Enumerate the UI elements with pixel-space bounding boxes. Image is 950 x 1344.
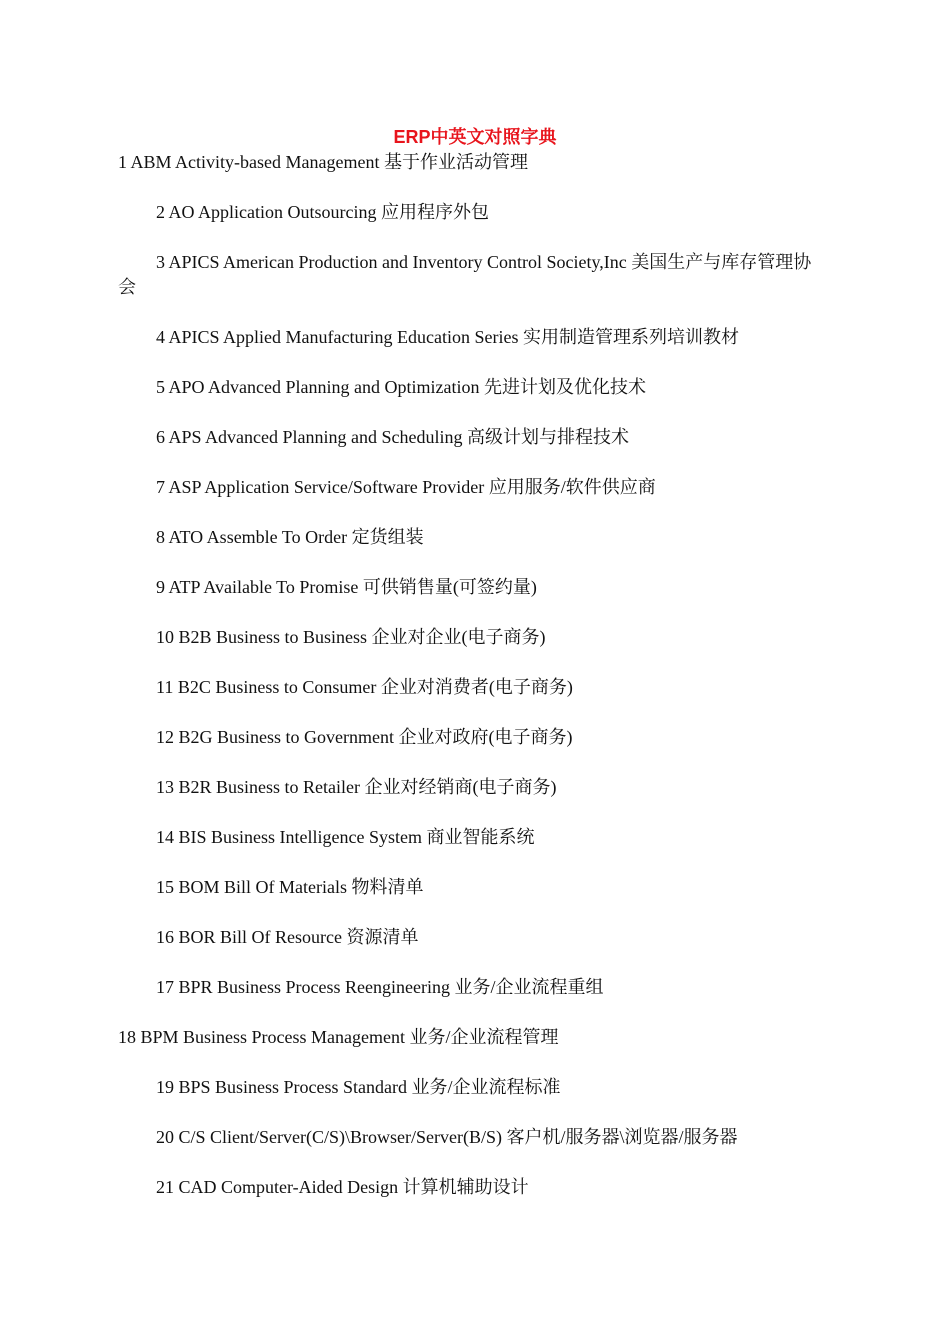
glossary-entry: 21 CAD Computer-Aided Design 计算机辅助设计 bbox=[156, 1177, 529, 1197]
glossary-entry: 14 BIS Business Intelligence System 商业智能系统 bbox=[156, 827, 535, 847]
glossary-list bbox=[118, 150, 828, 1225]
glossary-entry: 13 B2R Business to Retailer 企业对经销商(电子商务) bbox=[156, 777, 557, 797]
glossary-entry: 6 APS Advanced Planning and Scheduling 高级计划与排程技术 bbox=[156, 427, 629, 447]
glossary-entry: 12 B2G Business to Government 企业对政府(电子商务) bbox=[156, 727, 573, 747]
glossary-entry: 17 BPR Business Process Reengineering 业务/企业流程重组 bbox=[156, 977, 604, 997]
glossary-entry: 5 APO Advanced Planning and Optimization 先进计划及优化技术 bbox=[156, 377, 646, 397]
glossary-entry: 10 B2B Business to Business 企业对企业(电子商务) bbox=[156, 627, 546, 647]
glossary-entry: 8 ATO Assemble To Order 定货组装 bbox=[156, 527, 424, 547]
glossary-entry: 11 B2C Business to Consumer 企业对消费者(电子商务) bbox=[156, 677, 573, 697]
glossary-entry: 3 APICS American Production and Inventory Control Society,Inc 美国生产与库存管理协会 bbox=[118, 252, 812, 297]
glossary-entry: 20 C/S Client/Server(C/S)\Browser/Server(B/S) 客户机/服务器\浏览器/服务器 bbox=[156, 1127, 738, 1147]
glossary-entry: 15 BOM Bill Of Materials 物料清单 bbox=[156, 877, 424, 897]
glossary-entry: 18 BPM Business Process Management 业务/企业流程管理 bbox=[118, 1027, 559, 1047]
glossary-entry: 1 ABM Activity-based Management 基于作业活动管理 bbox=[118, 152, 528, 172]
glossary-entry: 4 APICS Applied Manufacturing Education Series 实用制造管理系列培训教材 bbox=[156, 327, 739, 347]
glossary-entry: 7 ASP Application Service/Software Provider 应用服务/软件供应商 bbox=[156, 477, 656, 497]
glossary-entry: 16 BOR Bill Of Resource 资源清单 bbox=[156, 927, 419, 947]
glossary-entry: 2 AO Application Outsourcing 应用程序外包 bbox=[156, 202, 489, 222]
glossary-entry: 19 BPS Business Process Standard 业务/企业流程标准 bbox=[156, 1077, 561, 1097]
document-title: ERP中英文对照字典 bbox=[393, 127, 557, 147]
glossary-entry: 9 ATP Available To Promise 可供销售量(可签约量) bbox=[156, 577, 537, 597]
